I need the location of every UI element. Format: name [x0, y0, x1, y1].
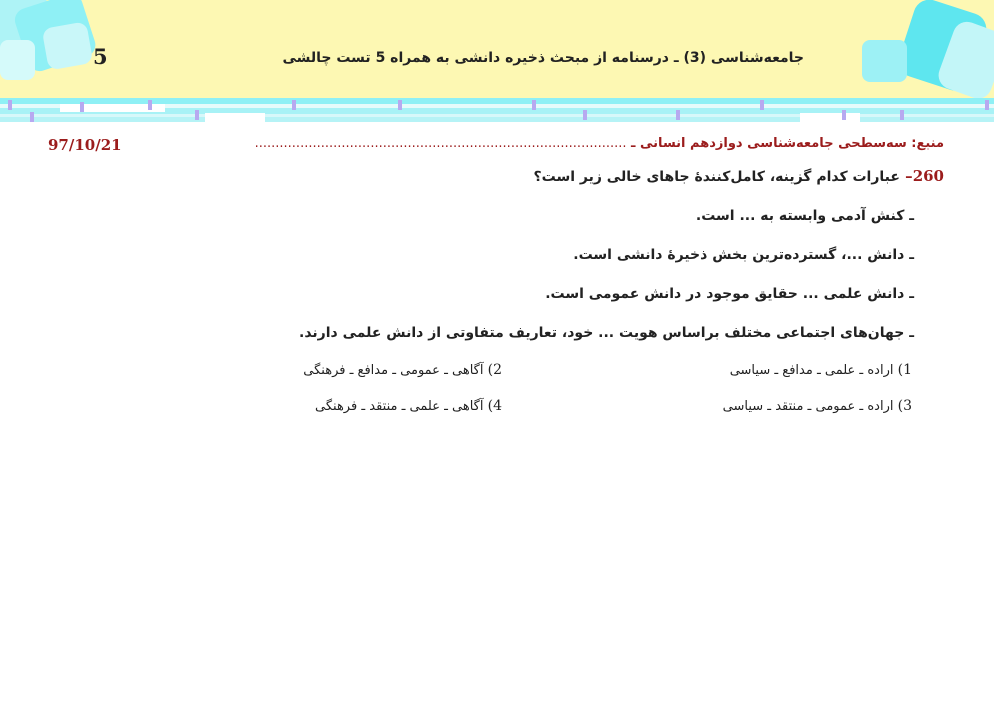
- option-1[interactable]: [730, 362, 912, 378]
- option-2-number: 2): [487, 362, 502, 378]
- option-2[interactable]: [303, 362, 502, 378]
- statement-4: ـ جهان‌های اجتماعی مختلف براساس هویت ... خود، تعاریف متفاوتی از دانش علمی دارند.: [299, 325, 914, 341]
- header-stripe-band: [0, 98, 994, 122]
- source-date: 97/10/21: [48, 136, 122, 154]
- option-1-text: اراده ـ علمی ـ مدافع ـ سیاسی: [729, 363, 898, 378]
- source-label: منبع: سه‌سطحی جامعه‌شناسی دوازدهم انسانی ـ: [626, 136, 944, 151]
- option-4-number: 4): [487, 398, 502, 414]
- option-4[interactable]: [315, 398, 502, 414]
- page-number: 5: [93, 44, 108, 69]
- question-dash: –: [899, 167, 913, 185]
- statement-2: ـ دانش ...، گسترده‌ترین بخش ذخیرۀ دانشی است.: [573, 247, 914, 263]
- statement-3: ـ دانش علمی ... حقایق موجود در دانش عمومی است.: [545, 286, 914, 302]
- source-line: [48, 136, 944, 156]
- option-1-number: 1): [897, 362, 912, 378]
- option-4-text: آگاهی ـ علمی ـ منتقد ـ فرهنگی: [315, 399, 488, 414]
- option-3-number: 3): [897, 398, 912, 414]
- question-prompt: [534, 167, 944, 185]
- option-3-text: اراده ـ عمومی ـ منتقد ـ سیاسی: [722, 399, 898, 414]
- option-3[interactable]: [723, 398, 912, 414]
- question-text: عبارات کدام گزینه، کامل‌کنندۀ جاهای خالی زیر است؟: [533, 169, 900, 185]
- page-header: [0, 0, 994, 100]
- option-2-text: آگاهی ـ عمومی ـ مدافع ـ فرهنگی: [303, 363, 488, 378]
- statement-1: ـ کنش آدمی وابسته به ... است.: [695, 208, 914, 224]
- header-title: جامعه‌شناسی (3) ـ درسنامه از مبحث ذخیره دانشی به همراه 5 تست چالشی: [282, 50, 804, 66]
- source-dots: ..........................................................................................: [254, 136, 627, 151]
- question-number: 260: [912, 167, 944, 185]
